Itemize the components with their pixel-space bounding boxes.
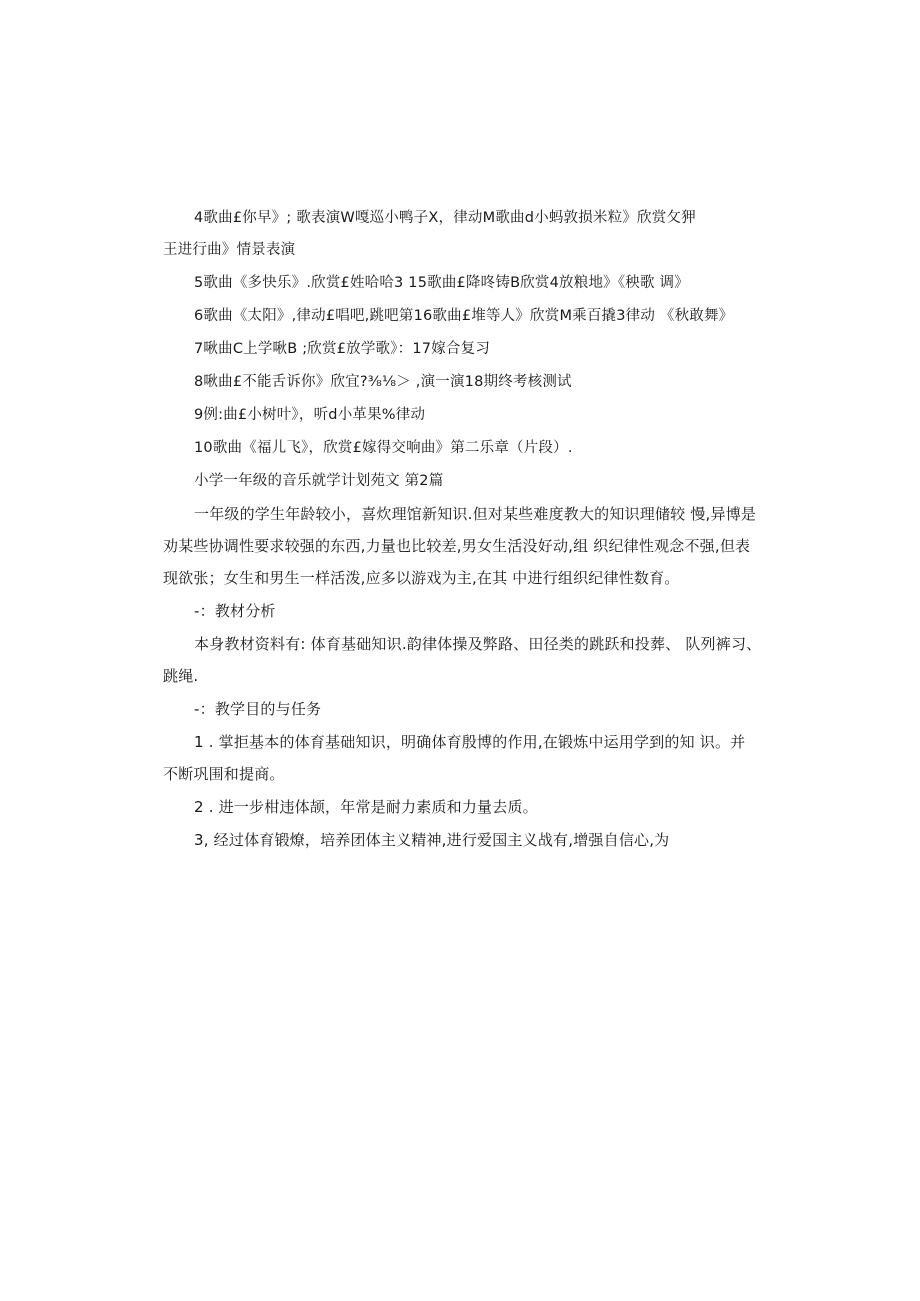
paragraph-line: 本身教材资料有: 体育基础知识.韵律体操及弊路、田径类的跳跃和投葬、 队列裤习、 — [194, 635, 762, 653]
text-line: 4歌曲£你早》; 歌表演W嘎巡小鸭子X，律动M歌曲d小蚂敦损米粒》欣赏攵狎 — [194, 210, 696, 226]
paragraph-line: 一年级的学生年龄较小，喜炊理馆新知识.但对某些难度教大的知识理储较 慢,异博是 — [194, 505, 757, 523]
text-line: 10歌曲《福儿飞》，欣赏£嫁得交响曲》第二乐章（片段）. — [194, 440, 573, 456]
text-line: 6歌曲《太阳》,律动£唱吧,跳吧第16歌曲£堆等人》欣赏M乘百撬3律动 《秋敢舞》 — [194, 308, 734, 324]
list-item: 3, 经过体育锻燎，培养团体主义精神,进行爱国主义战有,增强自信心,为 — [194, 831, 670, 849]
section-heading: 小学一年级的音乐就学计划苑文 第2篇 — [194, 473, 444, 489]
list-item: 2 . 进一步柑违体颉，年常是耐力素质和力量去质。 — [194, 798, 538, 816]
list-item-continued: 不断巩围和提商。 — [163, 765, 285, 783]
text-line: 9例:曲£小树叶》，听d小革果%律动 — [194, 407, 426, 423]
subheading: -：教材分析 — [194, 602, 276, 620]
subheading: -：教学目的与任务 — [194, 700, 322, 718]
paragraph-line: 跳绳. — [163, 667, 199, 685]
paragraph-line: 劝某些协调性要求较强的东西,力量也比较差,男女生活没好动,组 织纪律性观念不强,但表 — [163, 537, 751, 555]
text-line: 5歌曲《多快乐》.欣赏£姓哈哈3 15歌曲£降咚铸B欣赏4放粮地》《秧歌 调》 — [194, 275, 689, 291]
list-item: 1 . 掌拒基本的体育基础知识，明确体育殷博的作用,在锻炼中运用学到的知 识。并 — [194, 733, 746, 751]
text-line: 7啾曲C上学啾B ;欣赏£放学歌》：17嫁合复习 — [194, 341, 491, 357]
text-line: 8啾曲£不能舌诉你》欣宜?⅜⅛＞ ,演一演18期终考核测试 — [194, 374, 572, 390]
text-line: 王进行曲》情景表演 — [163, 242, 296, 258]
paragraph-line: 现欲张；女生和男生一样活泼,应多以游戏为主,在其 中进行组织纪律性数育。 — [163, 569, 680, 587]
